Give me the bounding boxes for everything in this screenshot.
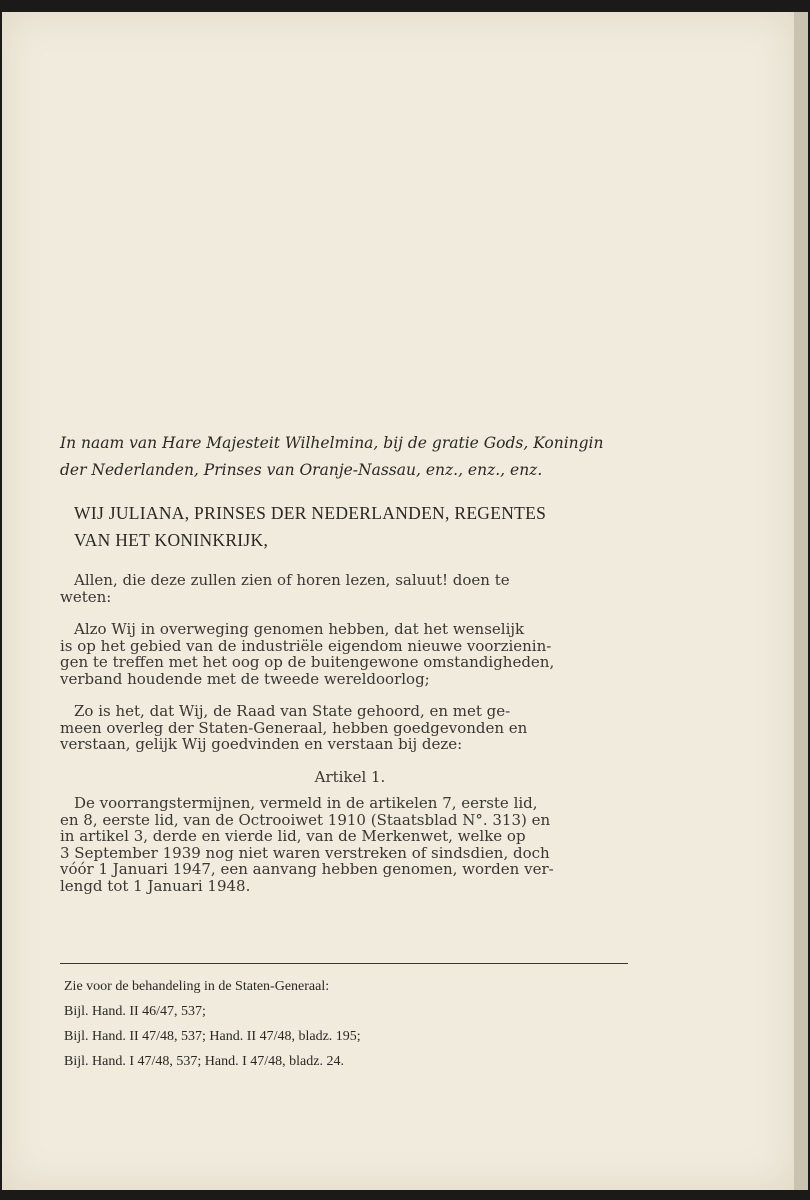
text-line: 3 September 1939 nog niet waren verstreken of sindsdien, doch — [60, 843, 550, 862]
footnote-line: Zie voor de behandeling in de Staten-Generaal: — [64, 979, 330, 994]
text-line: lengd tot 1 Januari 1948. — [60, 876, 251, 895]
text-line: vóór 1 Januari 1947, een aanvang hebben genomen, worden ver- — [60, 860, 554, 878]
text-line: Alzo Wij in overweging genomen hebben, dat het wenselijk — [74, 620, 525, 638]
text-line: verband houdende met de tweede wereldoorlog; — [60, 669, 430, 688]
text-line: meen overleg der Staten-Generaal, hebben goedgevonden en — [60, 718, 528, 737]
text-line: en 8, eerste lid, van de Octrooiwet 1910 (Staatsblad N°. 313) en — [60, 810, 551, 829]
preamble-line: In naam van Hare Majesteit Wilhelmina, bij de gratie Gods, Koningin — [60, 434, 604, 452]
article-title: Artikel 1. — [314, 767, 386, 786]
footnote-line: Bijl. Hand. II 46/47, 537; — [64, 1004, 206, 1019]
text-line: weten: — [60, 587, 112, 606]
paragraph-greeting — [60, 572, 640, 605]
decree-heading — [74, 500, 640, 554]
heading-line: VAN HET KONINKRIJK, — [74, 530, 269, 550]
text-line: Allen, die deze zullen zien of horen lezen, saluut! doen te — [74, 571, 510, 589]
text-line: De voorrangstermijnen, vermeld in de artikelen 7, eerste lid, — [74, 794, 538, 812]
footnote-divider — [60, 963, 628, 964]
footnotes — [64, 974, 624, 1074]
footnote-line: Bijl. Hand. II 47/48, 537; Hand. II 47/48, bladz. 195; — [64, 1029, 361, 1044]
preamble-line: der Nederlanden, Prinses van Oranje-Nassau, enz., enz., enz. — [60, 461, 543, 479]
article-text — [60, 795, 640, 894]
preamble — [60, 430, 640, 484]
heading-line: WIJ JULIANA, PRINSES DER NEDERLANDEN, REGENTES — [74, 503, 547, 523]
page-edge — [794, 12, 808, 1190]
decree-body — [60, 572, 640, 894]
text-line: gen te treffen met het oog op de buitengewone omstandigheden, — [60, 653, 555, 671]
text-line: verstaan, gelijk Wij goedvinden en verstaan bij deze: — [60, 735, 463, 753]
document-content — [60, 430, 640, 910]
footnote-line: Bijl. Hand. I 47/48, 537; Hand. I 47/48, bladz. 24. — [64, 1054, 344, 1069]
text-line: is op het gebied van de industriële eigendom nieuwe voorzienin- — [60, 636, 552, 655]
text-line: in artikel 3, derde en vierde lid, van de Merkenwet, welke op — [60, 827, 526, 845]
paragraph-enactment — [60, 703, 640, 753]
paragraph-considering — [60, 621, 640, 687]
text-line: Zo is het, dat Wij, de Raad van State gehoord, en met ge- — [74, 702, 511, 720]
